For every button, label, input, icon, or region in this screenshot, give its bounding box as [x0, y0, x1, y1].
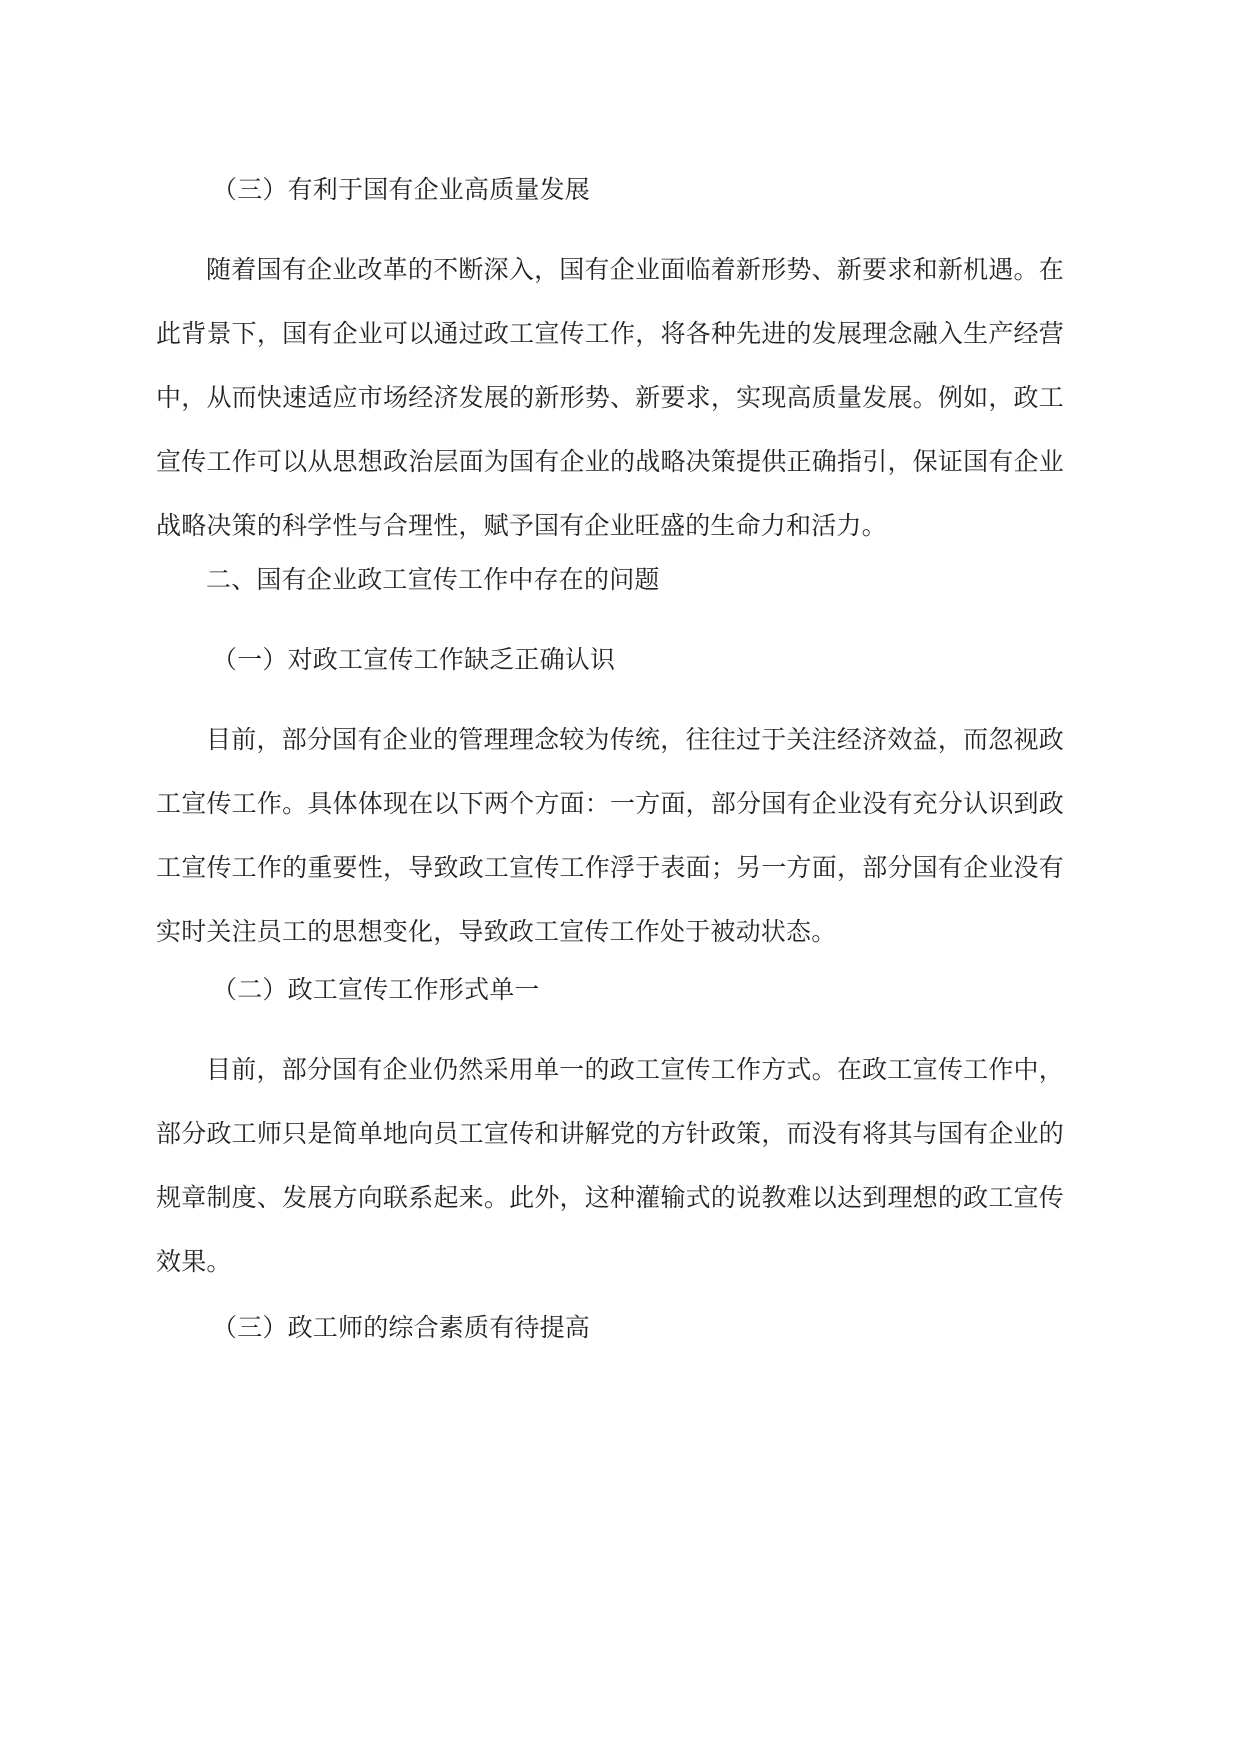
section-heading-3-quality: （三）政工师的综合素质有待提高	[212, 1313, 591, 1342]
section-heading-3-benefit: （三）有利于国有企业高质量发展	[212, 175, 591, 204]
paragraph-single-form: 目前，部分国有企业仍然采用单一的政工宣传工作方式。在政工宣传工作中，部分政工师只是简单地向员工宣传和讲解党的方针政策，而没有将其与国有企业的规章制度、发展方向联系起来。此外，这种灌输式的说教难以达到理想的政工宣传效果。	[156, 1055, 1064, 1276]
section-heading-1-recognition: （一）对政工宣传工作缺乏正确认识	[212, 645, 616, 674]
section-heading-2-single-form: （二）政工宣传工作形式单一	[212, 975, 540, 1004]
chapter-title-problems: 二、国有企业政工宣传工作中存在的问题	[206, 565, 660, 594]
paragraph-lack-recognition: 目前，部分国有企业的管理理念较为传统，往往过于关注经济效益，而忽视政工宣传工作。具体体现在以下两个方面：一方面，部分国有企业没有充分认识到政工宣传工作的重要性，导致政工宣传工作浮于表面；另一方面，部分国有企业没有实时关注员工的思想变化，导致政工宣传工作处于被动状态。	[156, 725, 1064, 946]
paragraph-high-quality-development: 随着国有企业改革的不断深入，国有企业面临着新形势、新要求和新机遇。在此背景下，国有企业可以通过政工宣传工作，将各种先进的发展理念融入生产经营中，从而快速适应市场经济发展的新形势、新要求，实现高质量发展。例如，政工宣传工作可以从思想政治层面为国有企业的战略决策提供正确指引，保证国有企业战略决策的科学性与合理性，赋予国有企业旺盛的生命力和活力。	[156, 255, 1064, 540]
